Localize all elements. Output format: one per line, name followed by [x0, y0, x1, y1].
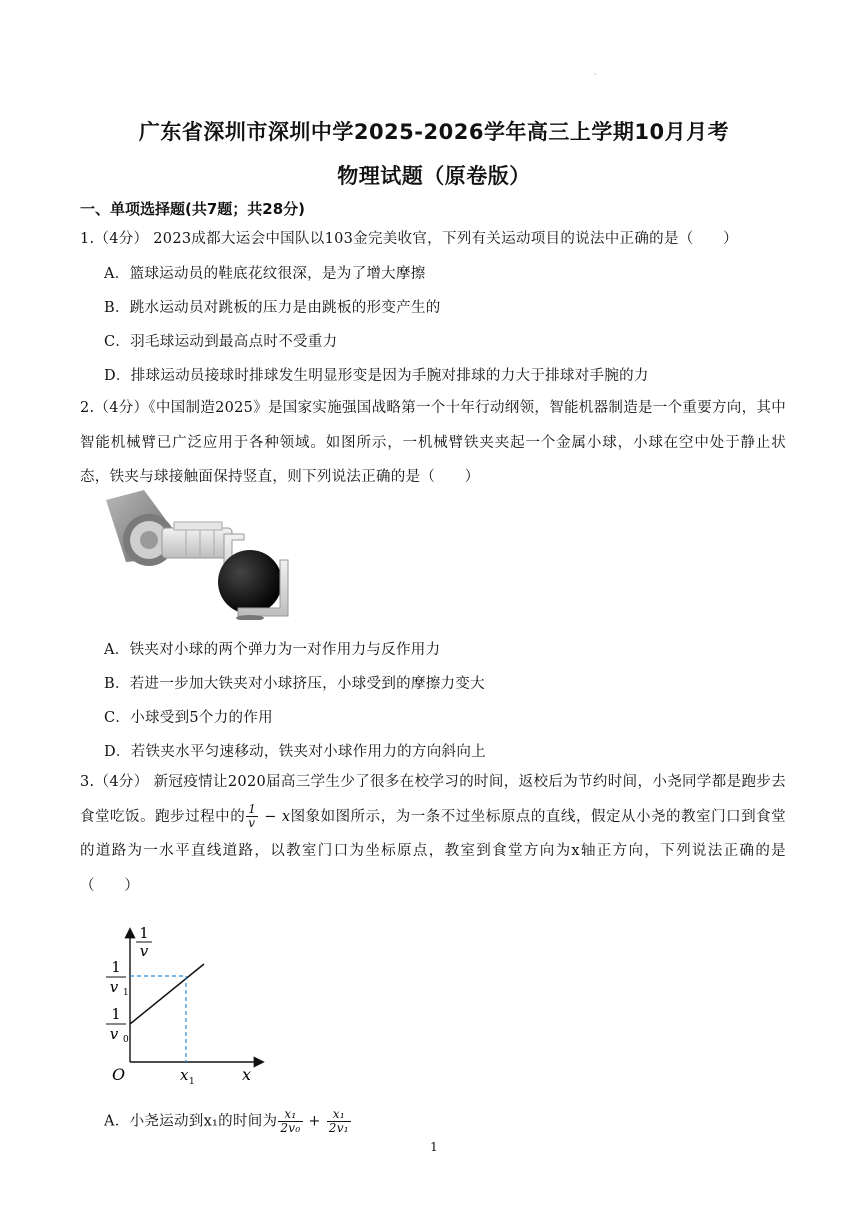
question-3-option-a	[104, 1108, 352, 1135]
plus-sign: +	[303, 1113, 326, 1130]
v1-label-numerator: 1	[111, 958, 121, 976]
option-a-fraction-2-denominator: 2v₁	[328, 1121, 349, 1135]
origin-label: O	[112, 1065, 126, 1084]
question-3-option-a-text: A．小尧运动到x₁的时间为	[104, 1113, 278, 1130]
graph-line	[130, 964, 204, 1024]
inverse-v-numerator: 1	[248, 802, 257, 816]
question-1-option-d: D．排球运动员接球时排球发生明显形变是因为手腕对排球的力大于排球对手腕的力	[104, 368, 649, 384]
y-label-denominator: v	[139, 942, 149, 960]
question-1-option-c: C．羽毛球运动到最高点时不受重力	[104, 334, 338, 350]
v1-label-subscript: 1	[123, 988, 129, 998]
x-axis-label: x	[242, 1065, 252, 1084]
exam-title: 广东省深圳市深圳中学2025-2026学年高三上学期10月月考	[138, 120, 730, 144]
v0-label-numerator: 1	[111, 1005, 121, 1023]
minus-sign: −	[259, 808, 282, 825]
question-2-option-c: C．小球受到5个力的作用	[104, 710, 273, 726]
section-heading: 一、单项选择题(共7题；共28分)	[80, 200, 306, 218]
question-1-option-a: A．篮球运动员的鞋底花纹很深，是为了增大摩擦	[104, 266, 426, 282]
question-2-option-a: A．铁夹对小球的两个弹力为一对作用力与反作用力	[104, 642, 441, 658]
question-1-option-b: B．跳水运动员对跳板的压力是由跳板的形变产生的	[104, 300, 441, 316]
question-2-stem: 2.（4分）《中国制造2025》是国家实施强国战略第一个十年行动纲领，智能机器制造是一个重要方向，其中智能机械臂已广泛应用于各种领域。如图所示，一机械臂铁夹夹起一个金属小球，小球在空中处于静止状态，铁夹与球接触面保持竖直，则下列说法正确的是（ ）	[80, 400, 787, 485]
option-a-fraction-1-denominator: 2v₀	[280, 1121, 301, 1135]
v1-label-denominator: v	[109, 978, 119, 996]
robot-arm-clamp-figure	[104, 490, 294, 620]
inverse-v-fraction	[246, 803, 258, 830]
v0-label-denominator: v	[109, 1025, 119, 1043]
inverse-v-denominator: v	[248, 816, 256, 830]
x-variable: x	[281, 808, 291, 825]
question-1-stem: 1.（4分） 2023成都大运会中国队以103金完美收官，下列有关运动项目的说法中正确的是（ ）	[80, 231, 738, 247]
option-a-fraction-1-numerator: x₁	[278, 1108, 302, 1122]
y-label-numerator: 1	[139, 924, 149, 942]
option-a-fraction-1	[278, 1108, 302, 1135]
question-3-stem	[80, 765, 786, 903]
inverse-velocity-graph	[96, 920, 276, 1090]
question-2-option-b: B．若进一步加大铁夹对小球挤压，小球受到的摩擦力变大	[104, 676, 485, 692]
option-a-fraction-2	[327, 1108, 351, 1135]
x1-label: x	[180, 1066, 189, 1084]
option-a-fraction-2-numerator: x₁	[327, 1108, 351, 1122]
exam-subtitle: 物理试题（原卷版）	[337, 164, 531, 188]
scan-dot: ·	[594, 70, 597, 79]
page-number: 1	[430, 1140, 438, 1154]
v0-label-subscript: 0	[123, 1035, 129, 1045]
x1-label-subscript: 1	[189, 1077, 195, 1087]
question-3-stem-part-a: 3.（4分） 新冠疫情让2020届高三学生少了很多在校学习的时间，返校后为节约时间，小尧同学都是跑步去食堂吃饭。跑步过程中的	[80, 774, 786, 825]
question-3-stem-part-b: 图象如图所示，为一条不过坐标原点的直线，假定从小尧的教室门口到食堂的道路为一水平直线道路，以教室门口为坐标原点，教室到食堂方向为x轴正方向，下列说法正确的是（ ）	[80, 808, 786, 894]
question-2-option-d: D．若铁夹水平匀速移动，铁夹对小球作用力的方向斜向上	[104, 744, 486, 760]
